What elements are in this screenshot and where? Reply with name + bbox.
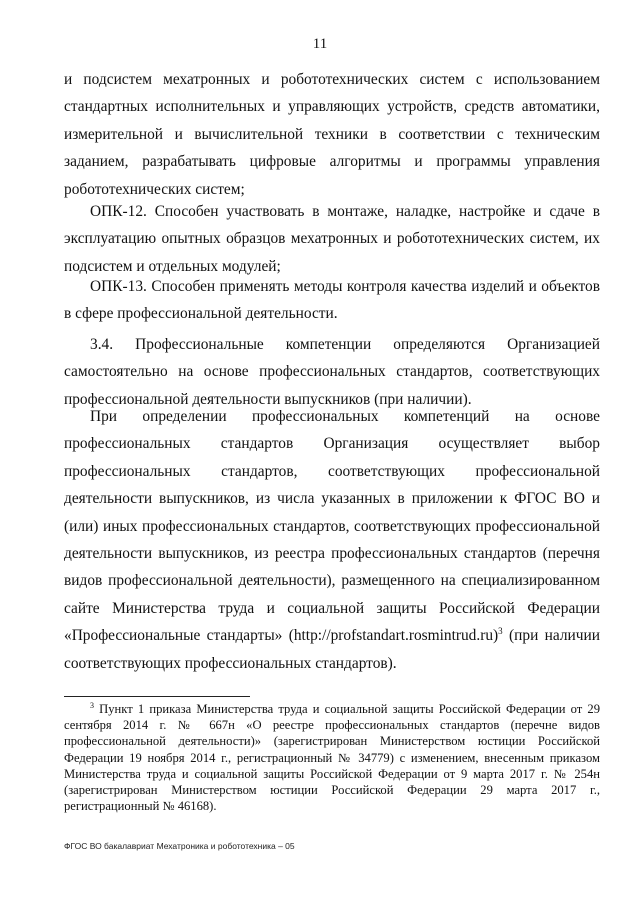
paragraph-opk-12: ОПК-12. Способен участвовать в монтаже, наладке, настройке и сдаче в эксплуатацию опытных образцов мехатронных и робототехнических систем, их подсистем и отдельных модулей;: [64, 203, 600, 275]
footnote-text: Пункт 1 приказа Министерства труда и социальной защиты Российской Федерации от 29 сентября 2014 г. № 667н «О реестре профессиональных стандартов (перечне видов профессиональной деятельности)» (зарегистрирован Министерством юстиции Российской Федерации 19 ноября 2014 г., регистрационный № 34779) с изменением, внесенным приказом Министерства труда и социальной защиты Российской Федерации от 9 марта 2017 г. № 254н (зарегистрирован Министерством юстиции Российской Федерации 29 марта 2017 г., регистрационный № 46168).: [64, 702, 600, 814]
paragraph-professional-standards: [64, 403, 600, 677]
footnote-reference: 3: [498, 626, 503, 637]
paragraph-tail: (при наличии соответствующих профессиональных стандартов).: [64, 627, 600, 672]
paragraph-opk-11-continued: и подсистем мехатронных и робототехнических систем с использованием стандартных исполнительных и управляющих устройств, средств автоматики, измерительной и вычислительной техники в соответствии с техническим заданием, разрабатывать цифровые алгоритмы и программы управления робототехнических систем;: [64, 71, 600, 198]
paragraph-opk-13: ОПК-13. Способен применять методы контроля качества изделий и объектов в сфере профессиональной деятельности.: [64, 278, 600, 323]
footnote-divider: [64, 696, 250, 697]
paragraph-3-4: 3.4. Профессиональные компетенции определяются Организацией самостоятельно на основе профессиональных стандартов, соответствующих профессиональной деятельности выпускников (при наличии).: [64, 336, 600, 408]
paragraph-body: При определении профессиональных компетенций на основе профессиональных стандартов Организация осуществляет выбор профессиональных стандартов, соответствующих профессиональной деятельности выпускников, из числа указанных в приложении к ФГОС ВО и (или) иных профессиональных стандартов, соответствующих профессиональной деятельности выпускников, из реестра профессиональных стандартов (перечня видов профессиональной деятельности), размещенного на специализированном сайте Министерства труда и социальной защиты Российской Федерации «Профессиональные стандарты» (http://profstandart.rosmintrud.ru): [64, 408, 600, 645]
page-number: 11: [312, 36, 328, 52]
footnote-mark: 3: [90, 700, 94, 710]
page-footer: ФГОС ВО бакалавриат Мехатроника и робототехника – 05: [64, 841, 295, 851]
footnote: [64, 701, 600, 814]
